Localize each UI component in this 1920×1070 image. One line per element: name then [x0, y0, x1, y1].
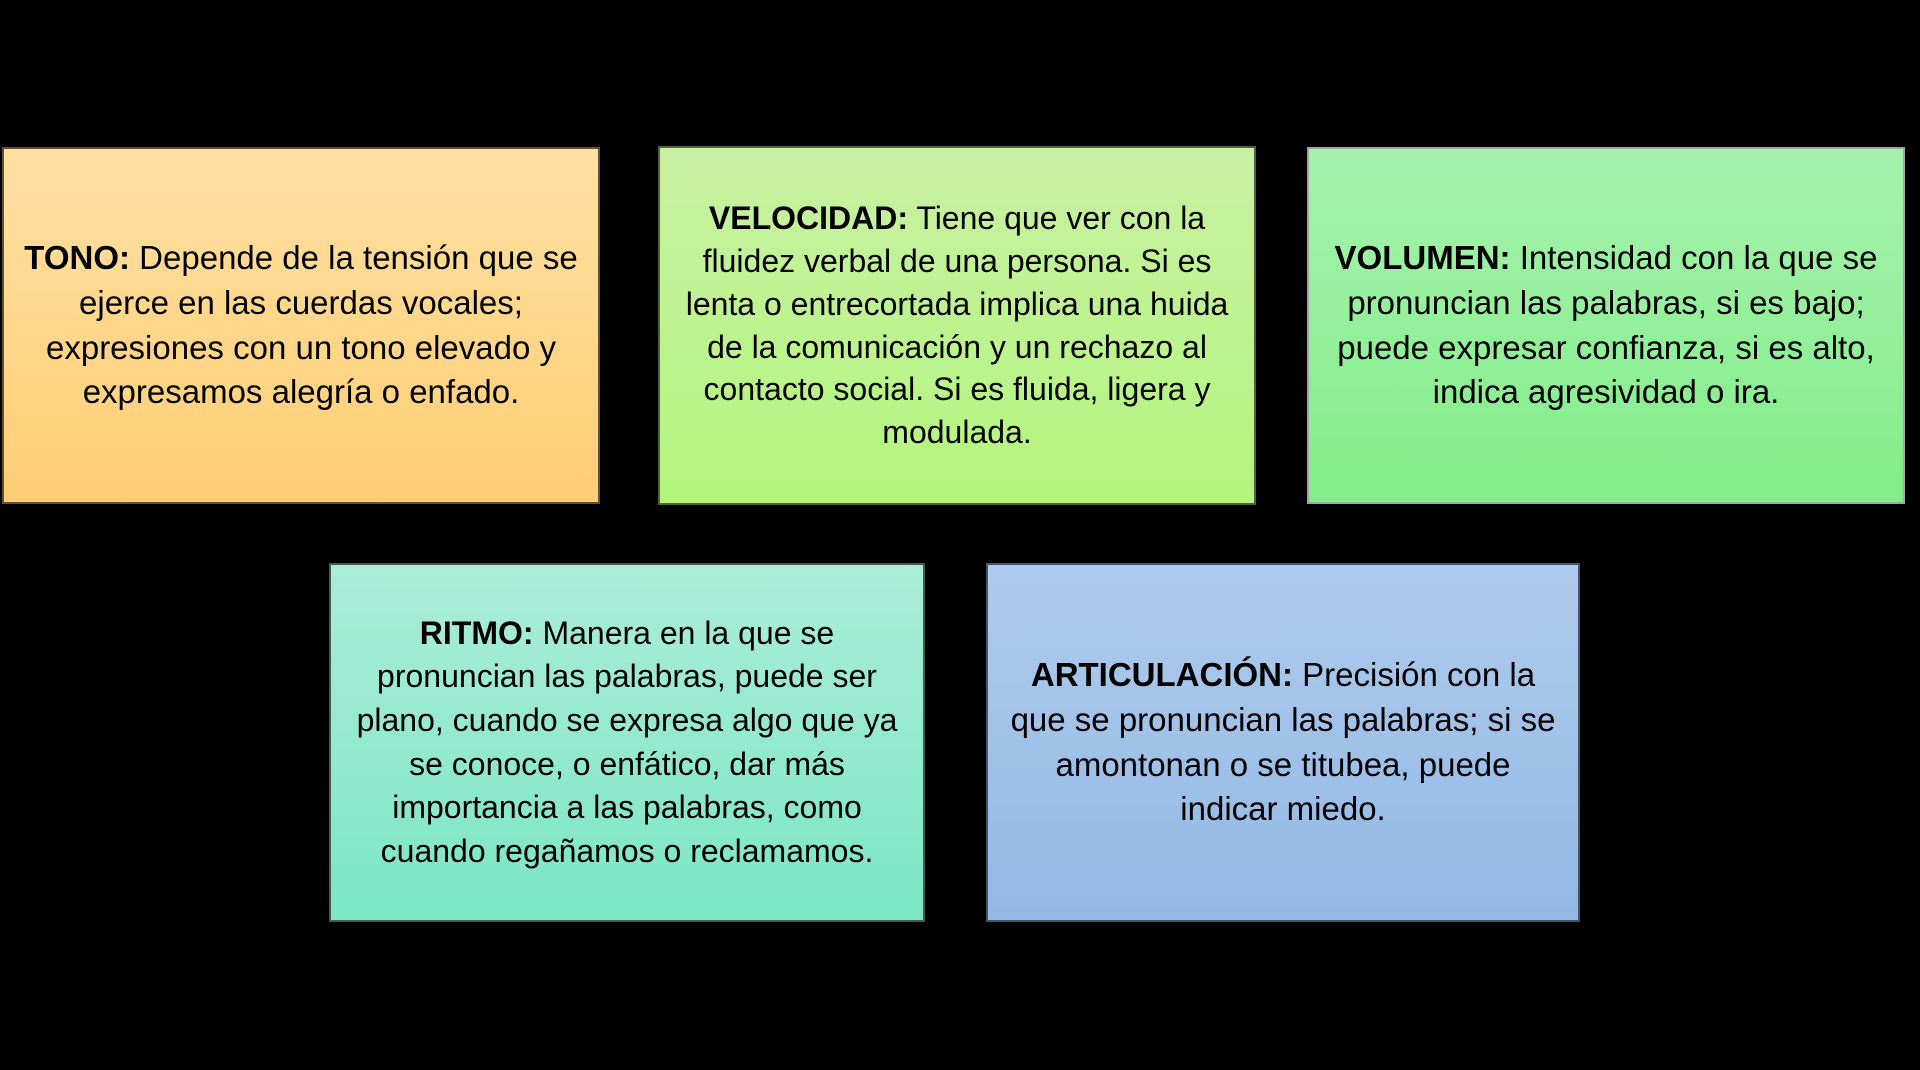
- card-title: TONO:: [24, 238, 131, 276]
- card-volumen: [1307, 147, 1905, 504]
- card-title: VOLUMEN:: [1334, 238, 1511, 276]
- card-body: Intensidad con la que se pronuncian las palabras, si es bajo; puede expresar confianza, si es alto, indica agresividad o ira.: [1337, 238, 1878, 411]
- card-body: Precisión con la que se pronuncian las palabras; si se amontonan o se titubea, puede indicar miedo.: [1010, 655, 1556, 828]
- card-text: [24, 236, 578, 416]
- card-body: Tiene que ver con la fluidez verbal de una persona. Si es lenta o entrecortada implica una huida de la comunicación y un rechazo al contacto social. Si es fluida, ligera y modulada.: [685, 199, 1229, 451]
- card-body: Manera en la que se pronuncian las palabras, puede ser plano, cuando se expresa algo que ya se conoce, o enfático, dar más importancia a las palabras, como cuando regañamos o reclamamos.: [356, 614, 898, 869]
- card-text: [351, 612, 903, 873]
- card-text: [680, 197, 1234, 454]
- card-text: [1329, 236, 1883, 416]
- card-title: VELOCIDAD:: [708, 199, 909, 236]
- card-body: Depende de la tensión que se ejerce en las cuerdas vocales; expresiones con un tono elevado y expresamos alegría o enfado.: [45, 238, 578, 411]
- card-ritmo: [329, 563, 925, 922]
- card-velocidad: [658, 146, 1256, 505]
- card-text: [1008, 653, 1558, 833]
- card-tono: [2, 147, 600, 504]
- card-title: ARTICULACIÓN:: [1030, 655, 1293, 693]
- card-title: RITMO:: [419, 614, 534, 651]
- card-articulacion: [986, 563, 1580, 922]
